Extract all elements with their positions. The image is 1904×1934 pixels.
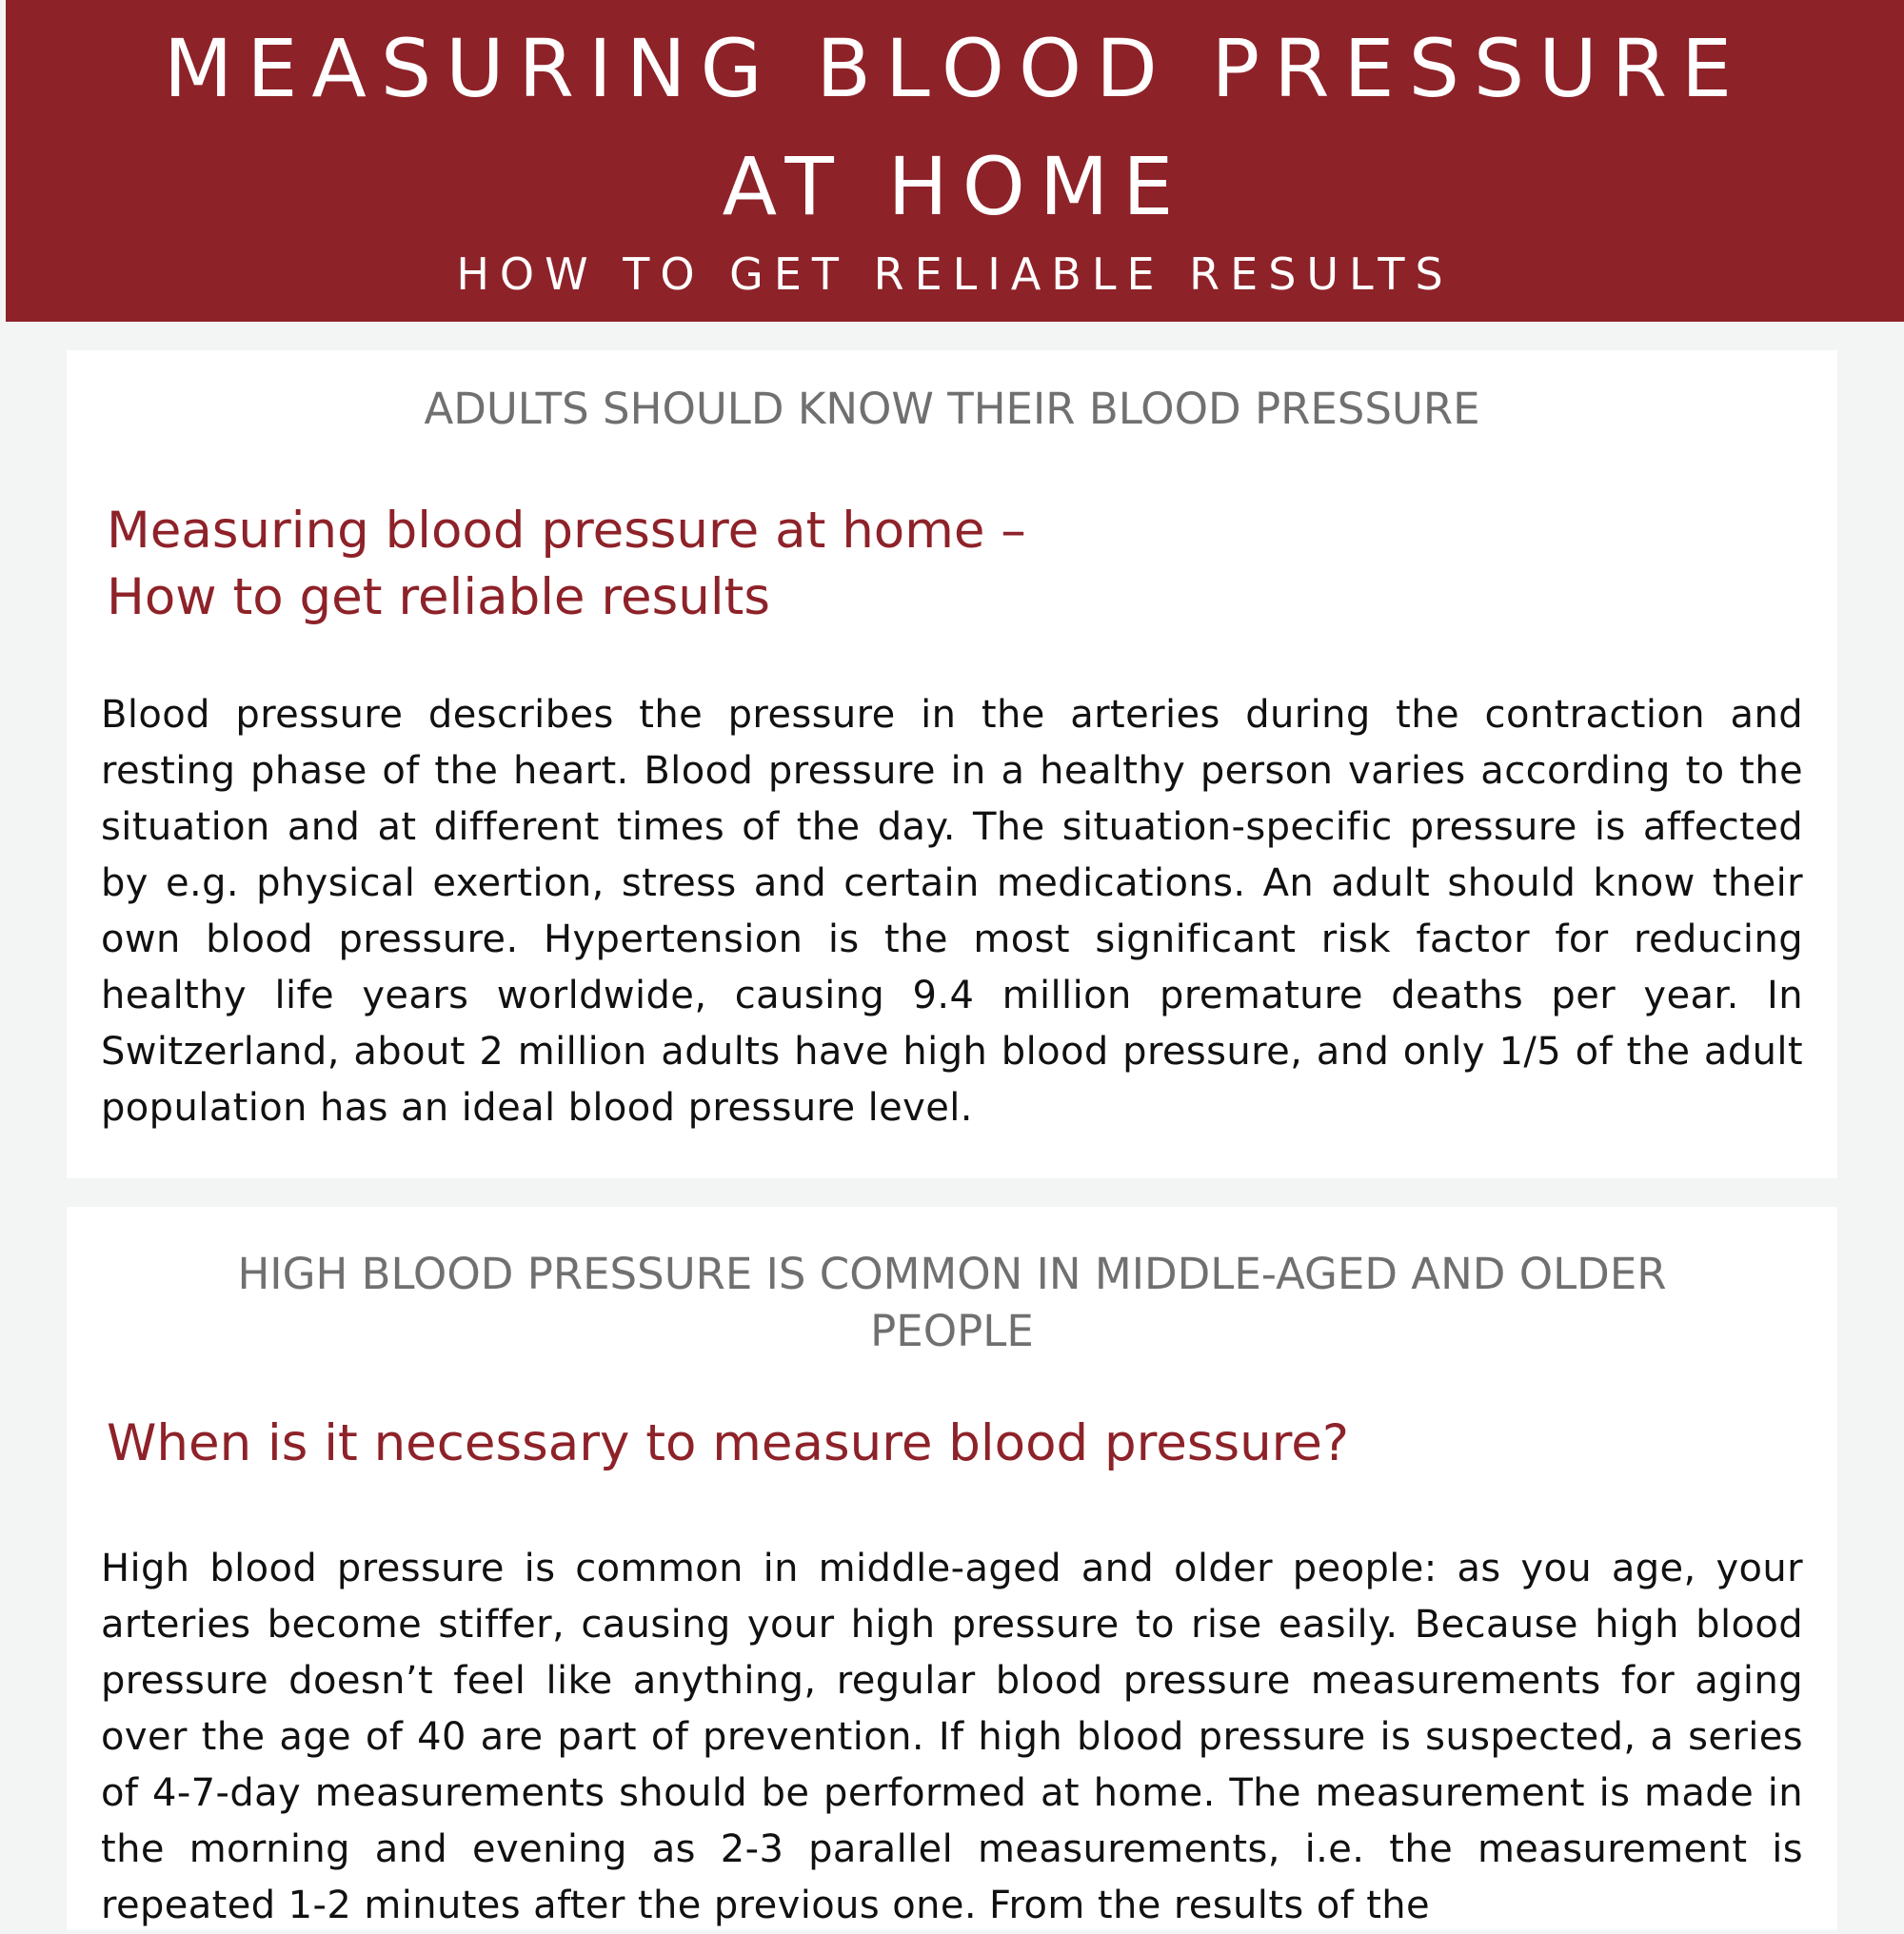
section-label: ADULTS SHOULD KNOW THEIR BLOOD PRESSURE: [424, 384, 1480, 434]
section-body: Blood pressure describes the pressure in the arteries during the contraction and resting phase of the heart. Blood pressure in a healthy person varies according to the situation and at different times of the day. The situation-specific pressure is affected by e.g. physical exertion, stress and certain medications. An adult should know their own blood pressure. Hypertension is the most significant risk factor for reducing healthy life years worldwide, causing 9.4 million premature deaths per year. In Switzerland, about 2 million adults have high blood pressure, and only 1/5 of the adult population has an ideal blood pressure level.: [101, 693, 1803, 1130]
section-heading-line-1: Measuring blood pressure at home –: [107, 502, 1026, 560]
page-subtitle: HOW TO GET RELIABLE RESULTS: [456, 248, 1454, 300]
section-heading: When is it necessary to measure blood pressure?: [107, 1414, 1350, 1472]
info-card-when-to-measure: [67, 1207, 1837, 1930]
section-heading: [107, 498, 1780, 631]
section-heading-line-2: How to get reliable results: [107, 568, 770, 626]
page-header: [6, 0, 1904, 322]
section-body: High blood pressure is common in middle-aged and older people: as you age, your arteries become stiffer, causing your high pressure to rise easily. Because high blood pressure doesn’t feel like anything, regular blood pressure measurements for aging over the age of 40 are part of prevention. If high blood pressure is suspected, a series of 4-7-day measurements should be performed at home. The measurement is made in the morning and evening as 2-3 parallel measurements, i.e. the measurement is repeated 1-2 minutes after the previous one. From the results of the: [101, 1547, 1803, 1927]
info-card-adults: [67, 350, 1837, 1178]
page-title: MEASURING BLOOD PRESSURE AT HOME: [163, 22, 1747, 233]
section-label: HIGH BLOOD PRESSURE IS COMMON IN MIDDLE-AGED AND OLDER PEOPLE: [237, 1249, 1667, 1356]
